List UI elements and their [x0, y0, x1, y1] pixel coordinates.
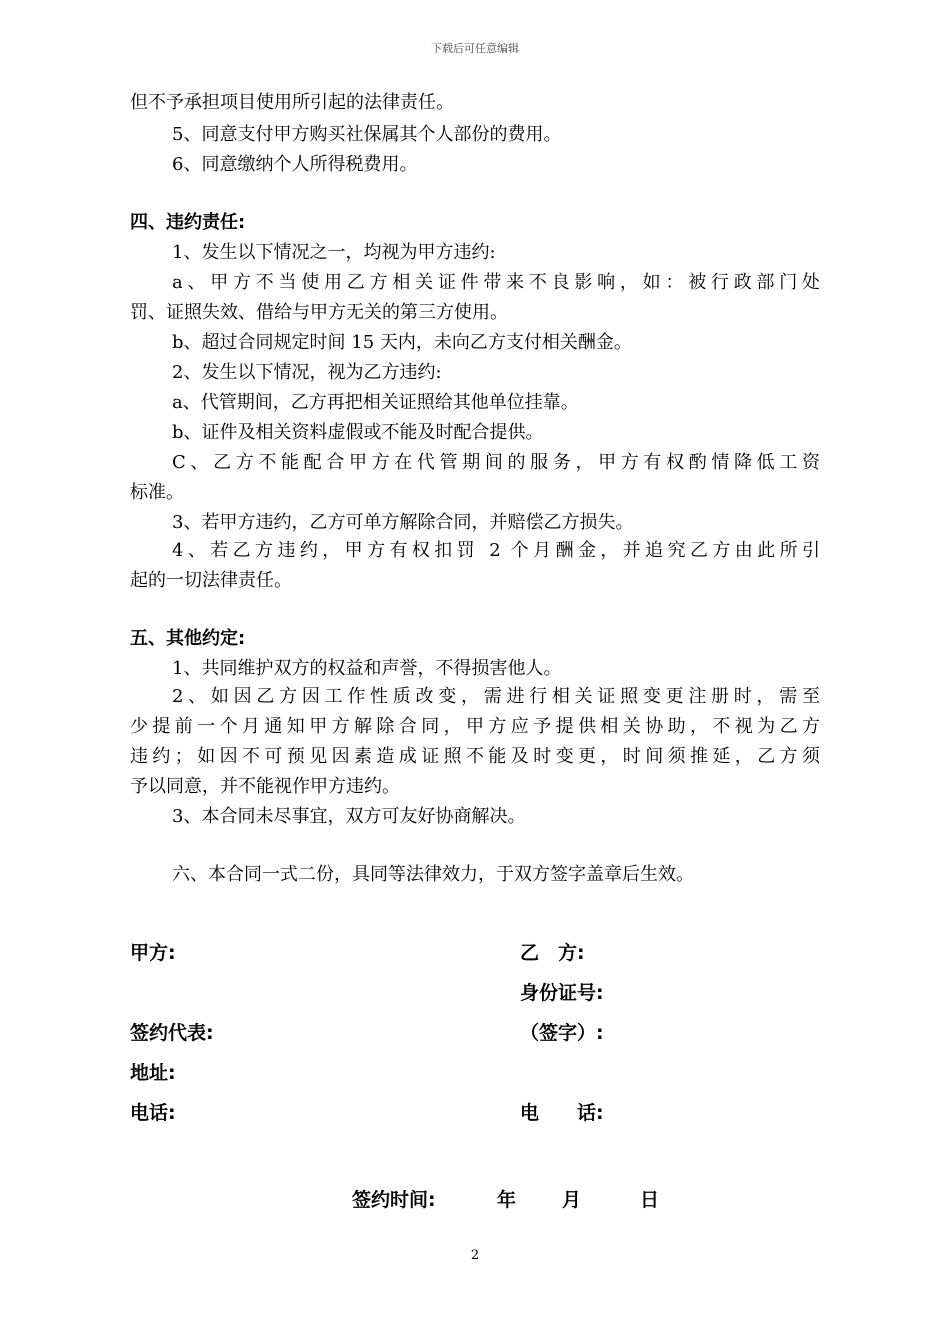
page-number: 2	[470, 1248, 480, 1263]
text-line: 2、如因乙方因工作性质改变，需进行相关证照变更注册时，需至	[172, 686, 820, 707]
section-heading-5: 五、其他约定:	[130, 628, 246, 649]
text-line: 违约；如因不可预见因素造成证照不能及时变更，时间须推延，乙方须	[130, 746, 820, 767]
section-heading-4: 四、违约责任:	[130, 212, 246, 233]
sign-date-label: 签约时间:	[352, 1189, 436, 1211]
id-number-label: 身份证号:	[520, 982, 604, 1004]
text-line: b、证件及相关资料虚假或不能及时配合提供。	[172, 422, 544, 443]
text-line: a、代管期间，乙方再把相关证照给其他单位挂靠。	[172, 392, 579, 413]
party-b-label: 乙 方:	[520, 942, 585, 964]
text-line: C、乙方不能配合甲方在代管期间的服务，甲方有权酌情降低工资	[172, 452, 820, 473]
month-label: 月	[562, 1189, 582, 1211]
representative-label: 签约代表:	[130, 1022, 214, 1044]
text-line: 3、本合同未尽事宜，双方可友好协商解决。	[172, 806, 526, 827]
phone-a-label: 电话:	[130, 1102, 176, 1124]
party-a-label: 甲方:	[130, 942, 176, 964]
day-label: 日	[640, 1189, 660, 1211]
text-line: 2、发生以下情况，视为乙方违约:	[172, 362, 442, 383]
text-line: 但不予承担项目使用所引起的法律责任。	[130, 92, 454, 113]
signature-label: （签字）:	[520, 1022, 604, 1044]
text-line: 罚、证照失效、借给与甲方无关的第三方使用。	[130, 302, 508, 323]
text-line: 予以同意，并不能视作甲方违约。	[130, 776, 400, 797]
text-line: 1、发生以下情况之一，均视为甲方违约:	[172, 242, 496, 263]
text-line: 六、本合同一式二份，具同等法律效力，于双方签字盖章后生效。	[172, 864, 694, 885]
text-line: 4、若乙方违约，甲方有权扣罚 2 个月酬金，并追究乙方由此所引	[172, 540, 820, 561]
text-line: 起的一切法律责任。	[130, 570, 292, 591]
text-line: 标准。	[130, 482, 184, 503]
year-label: 年	[497, 1189, 517, 1211]
page-header: 下载后可任意编辑	[431, 42, 519, 55]
address-label: 地址:	[130, 1062, 176, 1084]
text-line: 1、共同维护双方的权益和声誉，不得损害他人。	[172, 658, 562, 679]
text-line: 3、若甲方违约，乙方可单方解除合同，并赔偿乙方损失。	[172, 512, 634, 533]
text-line: 6、同意缴纳个人所得税费用。	[172, 154, 418, 175]
text-line: 少提前一个月通知甲方解除合同，甲方应予提供相关协助，不视为乙方	[130, 716, 820, 737]
text-line: 5、同意支付甲方购买社保属其个人部份的费用。	[172, 124, 562, 145]
text-line: b、超过合同规定时间 15 天内，未向乙方支付相关酬金。	[172, 332, 632, 353]
phone-b-label: 电 话:	[520, 1102, 604, 1124]
text-line: a、甲方不当使用乙方相关证件带来不良影响，如：被行政部门处	[172, 272, 820, 293]
